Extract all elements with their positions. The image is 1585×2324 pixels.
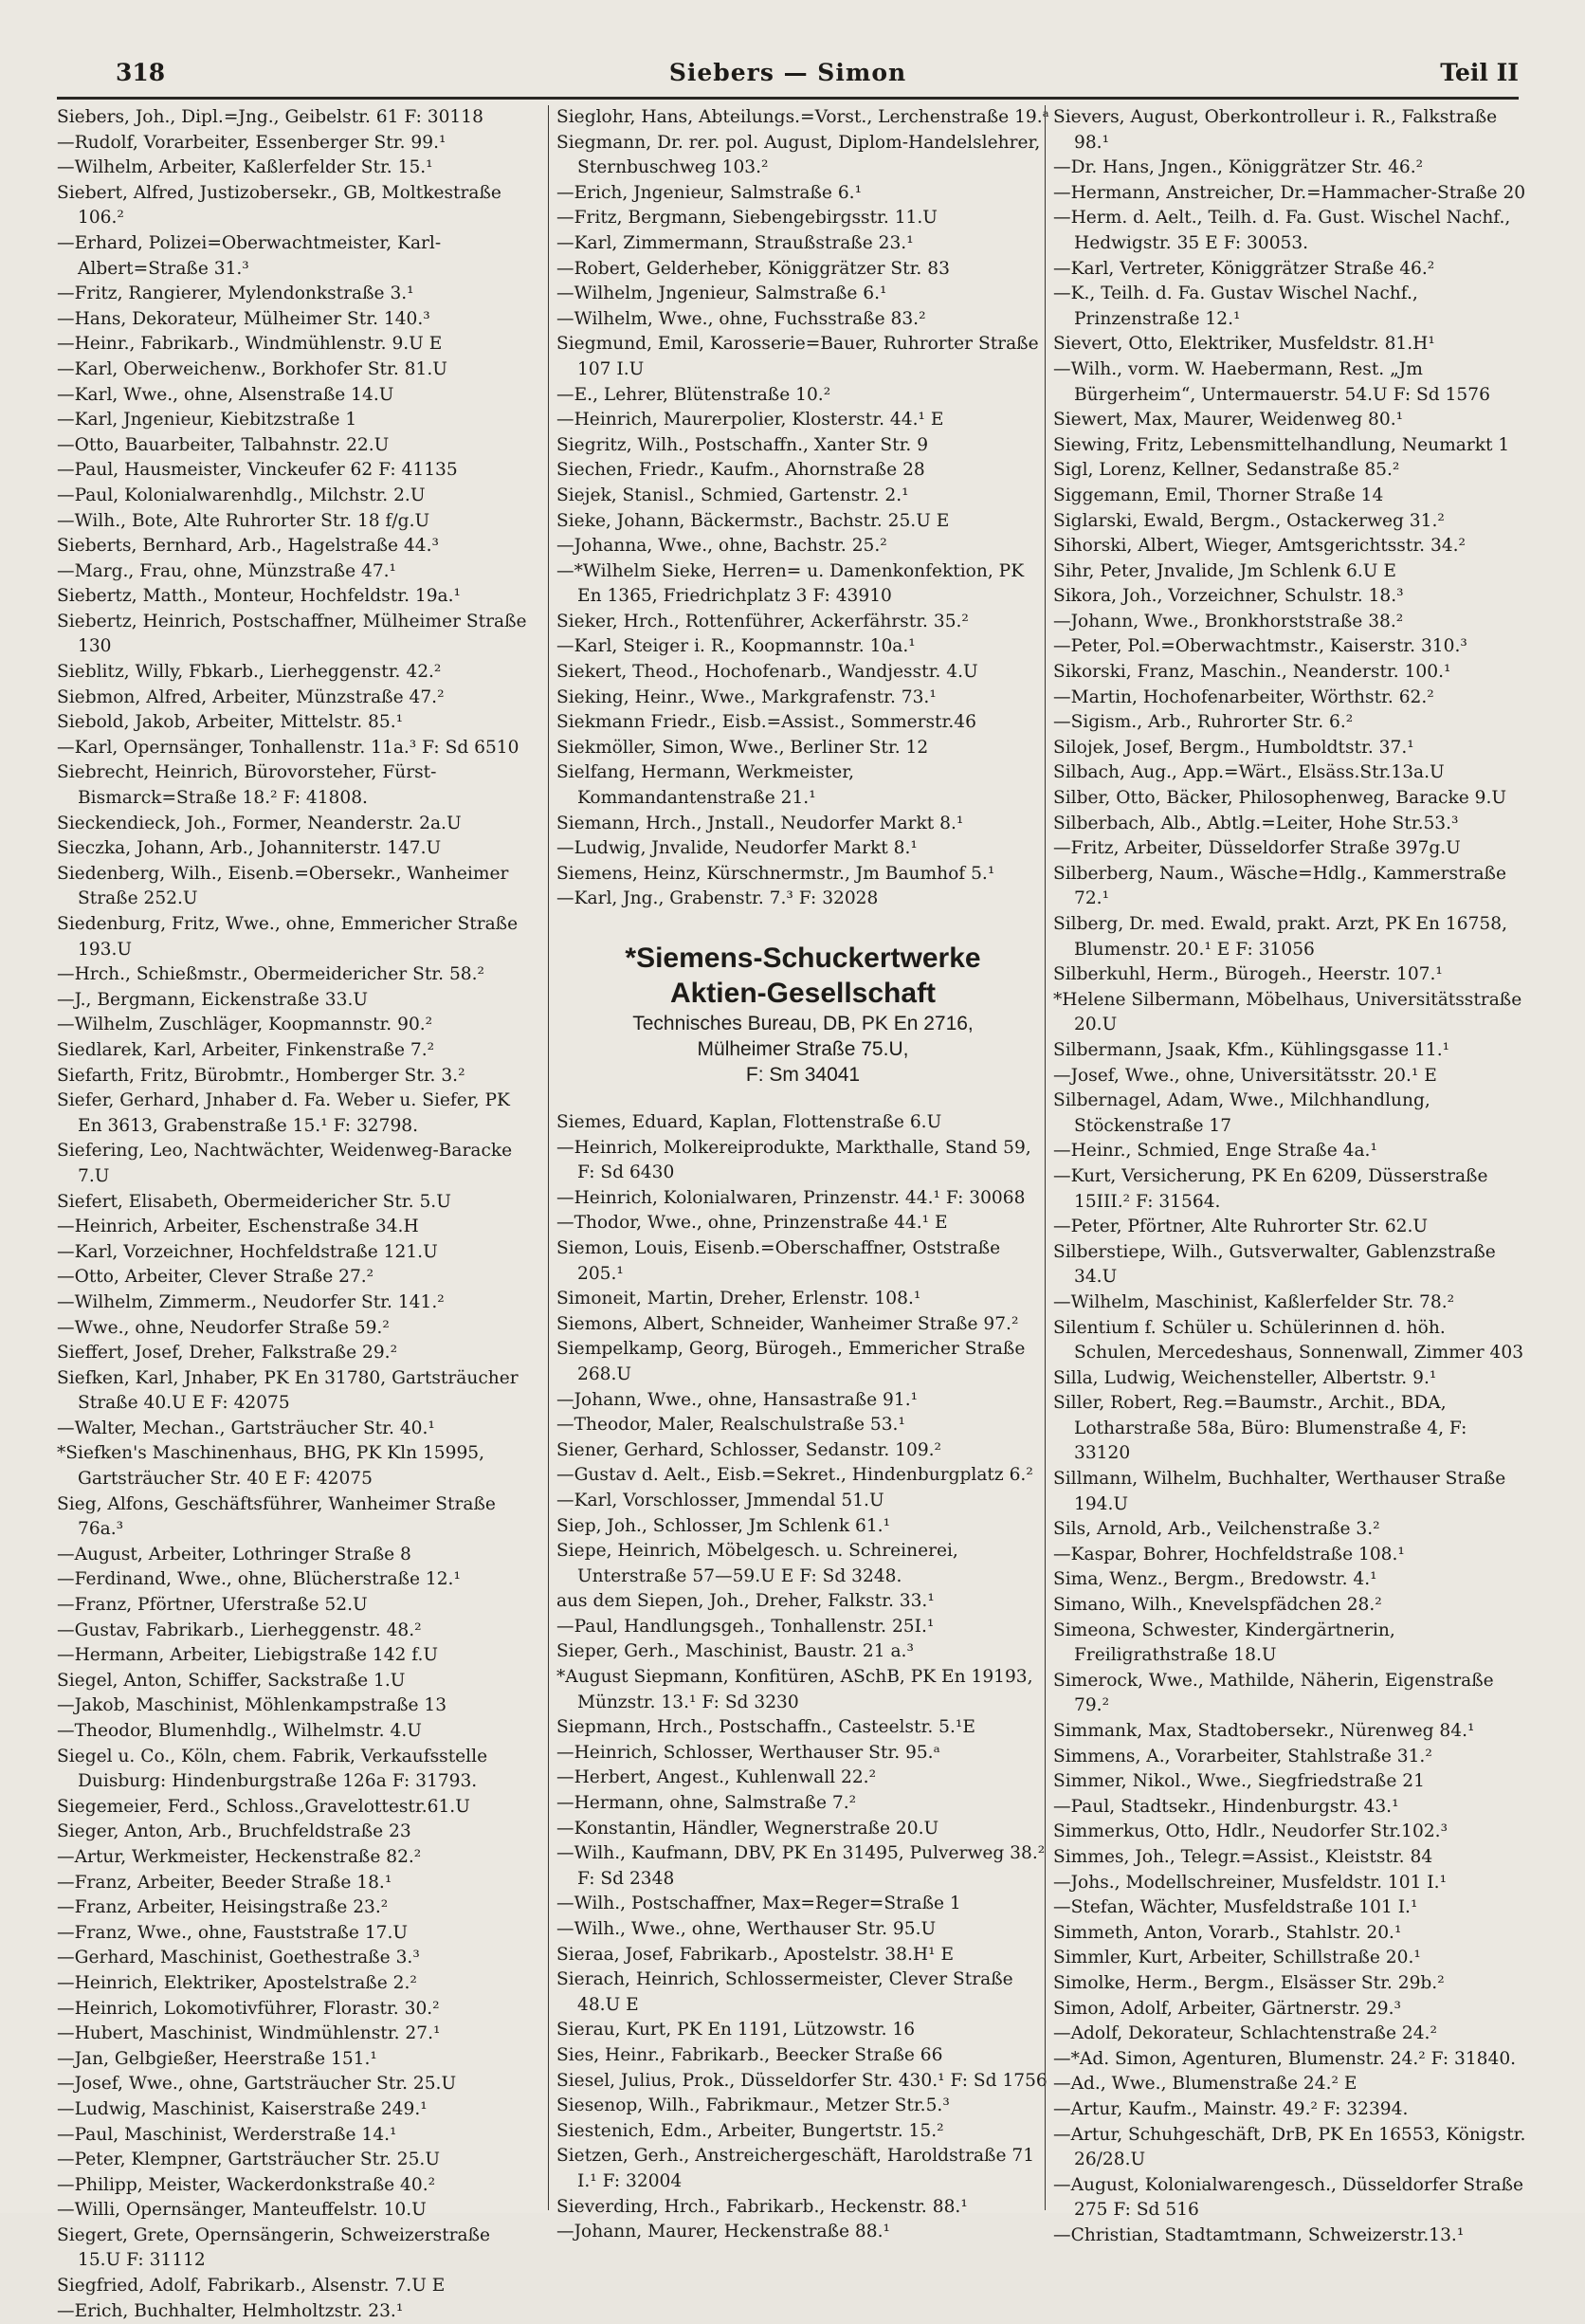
directory-entry: —Dr. Hans, Jngen., Königgrätzer Str. 46.² (1053, 157, 1424, 178)
directory-entry: Sieblitz, Willy, Fbkarb., Lierheggenstr. 42.² (57, 662, 442, 683)
directory-entry: Siegritz, Wilh., Postschaffn., Xanter Str. 9 (556, 434, 929, 455)
directory-entry: Sils, Arnold, Arb., Veilchenstraße 3.² (1053, 1519, 1380, 1540)
directory-entry: —Artur, Werkmeister, Heckenstraße 82.² (57, 1846, 422, 1867)
directory-entry: —Karl, Vorschlosser, Jmmendal 51.U (556, 1490, 884, 1510)
directory-entry: Siemons, Albert, Schneider, Wanheimer Straße 97.² (556, 1313, 1019, 1334)
directory-entry: —*Ad. Simon, Agenturen, Blumenstr. 24.² F: 31840. (1053, 2048, 1517, 2069)
directory-entry: Siepmann, Hrch., Postschaffn., Casteelstr. 5.¹E (556, 1717, 975, 1738)
directory-entry: Siepe, Heinrich, Möbelgesch. u. Schreinerei, Unterstraße 57—59.U E F: Sd 3248. (556, 1541, 958, 1586)
directory-entry: Simano, Wilh., Knevelspfädchen 28.² (1053, 1595, 1382, 1616)
directory-entry: —Hans, Dekorateur, Mülheimer Str. 140.³ (57, 308, 430, 329)
directory-entry: —Karl, Jng., Grabenstr. 7.³ F: 32028 (556, 888, 879, 909)
directory-entry: Sies, Heinr., Fabrikarb., Beecker Straße 66 (556, 2044, 943, 2065)
directory-entry: Siemon, Louis, Eisenb.=Oberschaffner, Oststraße 205.¹ (556, 1237, 1001, 1284)
directory-entry: —Erich, Jngenieur, Salmstraße 6.¹ (556, 182, 863, 203)
column-2 (548, 105, 1049, 2242)
directory-entry: —Josef, Wwe., ohne, Universitätsstr. 20.¹ E (1053, 1065, 1437, 1086)
directory-entry: Sievert, Otto, Elektriker, Musfeldstr. 81.H¹ (1053, 334, 1435, 355)
directory-entry: —Sigism., Arb., Ruhrorter Str. 6.² (1053, 712, 1354, 733)
ad-company-type: Aktien-Gesellschaft (669, 978, 937, 1009)
siemens-advertisement (556, 941, 1049, 1088)
directory-entry: —Otto, Arbeiter, Clever Straße 27.² (57, 1267, 374, 1288)
directory-entry: —Heinrich, Kolonialwaren, Prinzenstr. 44.¹ F: 30068 (556, 1187, 1026, 1208)
directory-entry: —Karl, Vertreter, Königgrätzer Straße 46.² (1053, 258, 1435, 279)
directory-entry: Sikora, Joh., Vorzeichner, Schulstr. 18.³ (1053, 586, 1404, 607)
directory-entry: Sieger, Anton, Arb., Bruchfeldstraße 23 (57, 1821, 411, 1842)
directory-entry: Siemens, Heinz, Kürschnermstr., Jm Baumhof 5.¹ (556, 863, 995, 884)
directory-entry: Sieffert, Josef, Dreher, Falkstraße 29.² (57, 1343, 398, 1363)
directory-entry: —J., Bergmann, Eickenstraße 33.U (57, 989, 369, 1010)
directory-entry: —Johs., Modellschreiner, Musfeldstr. 101 I.¹ (1053, 1872, 1448, 1893)
directory-entry: Sieberts, Bernhard, Arb., Hagelstraße 44.³ (57, 536, 439, 557)
directory-entry: —Artur, Schuhgeschäft, DrB, PK En 16553, Königstr. 26/28.U (1053, 2124, 1526, 2170)
directory-entry: Siefarth, Fritz, Bürobmtr., Homberger Str. 3.² (57, 1065, 465, 1086)
directory-entry: —Adolf, Dekorateur, Schlachtenstraße 24.² (1053, 2023, 1437, 2044)
directory-entry: —Marg., Frau, ohne, Münzstraße 47.¹ (57, 560, 397, 581)
directory-entry: Siesel, Julius, Prok., Düsseldorfer Str. 430.¹ F: Sd 1756 (556, 2070, 1048, 2091)
directory-entry: —Fritz, Arbeiter, Düsseldorfer Straße 397g.U (1053, 838, 1461, 859)
directory-entry: —Paul, Hausmeister, Vinckeufer 62 F: 41135 (57, 460, 458, 481)
directory-entry: Sihorski, Albert, Wieger, Amtsgerichtsstr. 34.² (1053, 536, 1467, 557)
directory-entry: Sierach, Heinrich, Schlossermeister, Clever Straße 48.U E (556, 1969, 1013, 2015)
directory-entry: —Wilhelm, Wwe., ohne, Fuchsstraße 83.² (556, 308, 926, 329)
directory-entry: —Heinrich, Schlosser, Werthauser Str. 95.ᵃ (556, 1742, 940, 1763)
directory-entry: —Erhard, Polizei=Oberwachtmeister, Karl-Albert=Straße 31.³ (57, 232, 442, 279)
column-1 (57, 105, 536, 2321)
page-number: 318 (116, 59, 166, 86)
directory-entry: —Wilh., vorm. W. Haebermann, Rest. „Jm Bürgerheim“, Untermauerstr. 54.U F: Sd 1576 (1053, 358, 1490, 405)
directory-entry: —Peter, Pförtner, Alte Ruhrorter Str. 62.U (1053, 1217, 1429, 1237)
directory-entry: —Theodor, Blumenhdlg., Wilhelmstr. 4.U (57, 1721, 422, 1741)
directory-entry: —Wilh., Kaufmann, DBV, PK En 31495, Pulverweg 38.² F: Sd 2348 (556, 1843, 1046, 1889)
directory-entry: —Johanna, Wwe., ohne, Bachstr. 25.² (556, 536, 887, 557)
directory-entry: Siekert, Theod., Hochofenarb., Wandjesstr. 4.U (556, 662, 978, 683)
directory-entry: Siggemann, Emil, Thorner Straße 14 (1053, 485, 1384, 505)
directory-entry: —Ferdinand, Wwe., ohne, Blücherstraße 12.¹ (57, 1569, 461, 1590)
directory-entry: Simmler, Kurt, Arbeiter, Schillstraße 20.¹ (1053, 1948, 1421, 1968)
directory-entry: Siekmöller, Simon, Wwe., Berliner Str. 12 (556, 737, 929, 758)
directory-entry: Sieverding, Hrch., Fabrikarb., Heckenstr. 88.¹ (556, 2196, 968, 2217)
directory-entry: Siestenich, Edm., Arbeiter, Bungertstr. 15.² (556, 2120, 944, 2141)
directory-entry: Sieczka, Johann, Arb., Johanniterstr. 147.U (57, 838, 442, 859)
directory-entry: Sieraa, Josef, Fabrikarb., Apostelstr. 38.H¹ E (556, 1944, 955, 1965)
directory-entry: —Jakob, Maschinist, Möhlenkampstraße 13 (57, 1695, 447, 1716)
directory-entry: —Christian, Stadtamtmann, Schweizerstr.13.¹ (1053, 2224, 1465, 2245)
directory-entry: —Ludwig, Maschinist, Kaiserstraße 249.¹ (57, 2098, 428, 2119)
directory-entry: —Karl, Zimmermann, Straußstraße 23.¹ (556, 232, 914, 253)
directory-entry: —August, Arbeiter, Lothringer Straße 8 (57, 1544, 411, 1565)
directory-entry: Siep, Joh., Schlosser, Jm Schlenk 61.¹ (556, 1515, 891, 1536)
directory-entry: —Peter, Klempner, Gartsträucher Str. 25.U (57, 2150, 441, 2170)
part-label: Teil II (1440, 59, 1519, 86)
directory-entry: —Otto, Bauarbeiter, Talbahnstr. 22.U (57, 434, 390, 455)
directory-entry: Silbernagel, Adam, Wwe., Milchhandlung, Stöckenstraße 17 (1053, 1090, 1430, 1136)
directory-entry: —Walter, Mechan., Gartsträucher Str. 40.¹ (57, 1418, 435, 1438)
directory-entry: Siglarski, Ewald, Bergm., Ostackerweg 31.² (1053, 510, 1445, 531)
directory-entry: Simmerkus, Otto, Hdlr., Neudorfer Str.102.³ (1053, 1821, 1448, 1842)
directory-entry: Siedenberg, Wilh., Eisenb.=Obersekr., Wanheimer Straße 252.U (57, 863, 509, 909)
directory-entry: Silojek, Josef, Bergm., Humboldtstr. 37.¹ (1053, 737, 1414, 758)
directory-entry: Simmeth, Anton, Vorarb., Stahlstr. 20.¹ (1053, 1922, 1402, 1943)
directory-entry: —Paul, Maschinist, Werderstraße 14.¹ (57, 2124, 397, 2145)
directory-entry: —Wilhelm, Maschinist, Kaßlerfelder Str. 78.² (1053, 1291, 1455, 1312)
directory-entry: —Heinrich, Lokomotivführer, Florastr. 30.² (57, 1998, 440, 2019)
page-title: Siebers — Simon (668, 59, 907, 86)
directory-entry: Siewing, Fritz, Lebensmittelhandlung, Neumarkt 1 (1053, 434, 1510, 455)
directory-entry: Sierau, Kurt, PK En 1191, Lützowstr. 16 (556, 2020, 916, 2040)
directory-entry: Sieckendieck, Joh., Former, Neanderstr. 2a.U (57, 813, 462, 833)
directory-entry: —Heinrich, Elektriker, Apostelstraße 2.² (57, 1972, 417, 1993)
directory-entry: —Erich, Buchhalter, Helmholtzstr. 23.¹ (57, 2300, 404, 2321)
directory-entry: Siegemeier, Ferd., Schloss.,Gravelottestr.61.U (57, 1796, 470, 1817)
directory-entry: —Gerhard, Maschinist, Goethestraße 3.³ (57, 1948, 420, 1968)
ad-address-line: Mülheimer Straße 75.U, (697, 1038, 909, 1060)
directory-entry: —Karl, Opernsänger, Tonhallenstr. 11a.³ F: Sd 6510 (57, 737, 519, 758)
directory-entry: Siebers, Joh., Dipl.=Jng., Geibelstr. 61 F: 30118 (57, 107, 483, 127)
directory-entry: —Franz, Arbeiter, Heisingstraße 23.² (57, 1897, 389, 1918)
directory-entry: —Fritz, Bergmann, Siebengebirgsstr. 11.U (556, 208, 938, 229)
directory-entry: Sielfang, Hermann, Werkmeister, Kommandantenstraße 21.¹ (556, 762, 855, 809)
directory-entry: Silber, Otto, Bäcker, Philosophenweg, Baracke 9.U (1053, 788, 1507, 809)
directory-entry: —Stefan, Wächter, Musfeldstraße 101 I.¹ (1053, 1897, 1418, 1918)
directory-entry: —Peter, Pol.=Oberwachtmstr., Kaiserstr. 310.³ (1053, 636, 1467, 657)
directory-entry: —Paul, Kolonialwarenhdlg., Milchstr. 2.U (57, 485, 426, 505)
directory-entry: Simolke, Herm., Bergm., Elsässer Str. 29b.² (1053, 1972, 1445, 1993)
directory-entry: Siemes, Eduard, Kaplan, Flottenstraße 6.U (556, 1112, 942, 1132)
directory-entry: —Gustav d. Aelt., Eisb.=Sekret., Hindenburgplatz 6.² (556, 1465, 1033, 1486)
directory-entry: —Karl, Wwe., ohne, Alsenstraße 14.U (57, 384, 394, 405)
directory-entry: —August, Kolonialwarengesch., Düsseldorfer Straße 275 F: Sd 516 (1053, 2174, 1524, 2221)
directory-entry: —Jan, Gelbgießer, Heerstraße 151.¹ (57, 2048, 377, 2069)
directory-entry: —Wilhelm, Arbeiter, Kaßlerfelder Str. 15.¹ (57, 157, 433, 178)
directory-entry: Simerock, Wwe., Mathilde, Näherin, Eigenstraße 79.² (1053, 1670, 1494, 1716)
directory-entry: —Theodor, Maler, Realschulstraße 53.¹ (556, 1415, 905, 1436)
directory-entry: —Wilh., Bote, Alte Ruhrorter Str. 18 f/g.U (57, 510, 430, 531)
directory-entry: Silla, Ludwig, Weichensteller, Albertstr. 9.¹ (1053, 1367, 1437, 1388)
directory-entry: *Siefken's Maschinenhaus, BHG, PK Kln 15995, Gartsträucher Str. 40 E F: 42075 (57, 1443, 485, 1490)
directory-entry: —Karl, Steiger i. R., Koopmannstr. 10a.¹ (556, 636, 916, 657)
directory-entry: Simon, Adolf, Arbeiter, Gärtnerstr. 29.³ (1053, 1998, 1401, 2019)
directory-entry: Silbach, Aug., App.=Wärt., Elsäss.Str.13a.U (1053, 762, 1445, 783)
directory-entry: —Johann, Wwe., Bronkhorststraße 38.² (1053, 611, 1404, 631)
directory-entry: *August Siepmann, Konfitüren, ASchB, PK En 19193, Münzstr. 13.¹ F: Sd 3230 (556, 1667, 1033, 1712)
directory-entry: Siedlarek, Karl, Arbeiter, Finkenstraße 7.² (57, 1039, 435, 1060)
directory-entry: Siekmann Friedr., Eisb.=Assist., Sommerstr.46 (556, 712, 976, 733)
directory-entry: —Willi, Opernsänger, Manteuffelstr. 10.U (57, 2200, 427, 2221)
directory-entry: —Josef, Wwe., ohne, Gartsträucher Str. 25.U (57, 2074, 457, 2095)
directory-entry: —Paul, Handlungsgeh., Tonhallenstr. 25I.¹ (556, 1616, 935, 1637)
directory-entry: Siefering, Leo, Nachtwächter, Weidenweg-Baracke 7.U (57, 1141, 513, 1186)
directory-entry: Silberkuhl, Herm., Bürogeh., Heerstr. 107.¹ (1053, 964, 1443, 985)
directory-entry: Siedenburg, Fritz, Wwe., ohne, Emmericher Straße 193.U (57, 914, 519, 960)
directory-entry: —Wwe., ohne, Neudorfer Straße 59.² (57, 1317, 390, 1338)
directory-entry: —Heinrich, Molkereiprodukte, Markthalle, Stand 59, F: Sd 6430 (556, 1137, 1031, 1183)
directory-entry: Sieglohr, Hans, Abteilungs.=Vorst., Lerchenstraße 19.ᵃ (556, 107, 1049, 127)
ad-company-name: *Siemens-Schuckertwerke (625, 942, 981, 974)
directory-entry: —Hermann, Arbeiter, Liebigstraße 142 f.U (57, 1645, 439, 1666)
directory-entry: —Robert, Gelderheber, Königgrätzer Str. 83 (556, 258, 950, 279)
directory-entry: —Kurt, Versicherung, PK En 6209, Düsserstraße 15III.² F: 31564. (1053, 1165, 1488, 1212)
directory-entry: Sieker, Hrch., Rottenführer, Ackerfährstr. 35.² (556, 611, 969, 631)
directory-entry: Sieper, Gerh., Maschinist, Baustr. 21 a.³ (556, 1641, 914, 1662)
directory-entry: —Ad., Wwe., Blumenstraße 24.² E (1053, 2074, 1357, 2095)
columns (57, 105, 1526, 2321)
directory-entry: Sieke, Johann, Bäckermstr., Bachstr. 25.U E (556, 510, 950, 531)
column-3 (1045, 105, 1527, 2245)
directory-entry: —Herbert, Angest., Kuhlenwall 22.² (556, 1767, 877, 1788)
directory-entry: Silbermann, Jsaak, Kfm., Kühlingsgasse 11.¹ (1053, 1039, 1450, 1060)
directory-entry: Siemann, Hrch., Jnstall., Neudorfer Markt 8.¹ (556, 813, 964, 833)
directory-entry: —Heinr., Fabrikarb., Windmühlenstr. 9.U E (57, 334, 443, 355)
directory-entry: Siejek, Stanisl., Schmied, Gartenstr. 2.¹ (556, 485, 909, 505)
directory-entry: —Wilh., Wwe., ohne, Werthauser Str. 95.U (556, 1919, 937, 1939)
directory-entry: Simmes, Joh., Telegr.=Assist., Kleiststr. 84 (1053, 1846, 1433, 1867)
directory-entry: Siener, Gerhard, Schlosser, Sedanstr. 109.² (556, 1439, 942, 1460)
directory-entry: Siegfried, Adolf, Fabrikarb., Alsenstr. 7.U E (57, 2276, 446, 2297)
directory-entry: Sieking, Heinr., Wwe., Markgrafenstr. 73.¹ (556, 686, 937, 707)
directory-entry: —Ludwig, Jnvalide, Neudorfer Markt 8.¹ (556, 838, 918, 859)
directory-entry: —Konstantin, Händler, Wegnerstraße 20.U (556, 1818, 939, 1839)
directory-entry: —Franz, Arbeiter, Beeder Straße 18.¹ (57, 1872, 392, 1893)
directory-entry: —Karl, Oberweichenw., Borkhofer Str. 81.U (57, 358, 447, 379)
directory-entry: Siebrecht, Heinrich, Bürovorsteher, Fürst-Bismarck=Straße 18.² F: 41808. (57, 762, 437, 809)
directory-entry: Silentium f. Schüler u. Schülerinnen d. höh. Schulen, Mercedeshaus, Sonnenwall, Zimmer 403 (1053, 1317, 1524, 1363)
directory-entry: Siebertz, Heinrich, Postschaffner, Mülheimer Straße 130 (57, 611, 527, 657)
directory-entry: —Johann, Wwe., ohne, Hansastraße 91.¹ (556, 1389, 919, 1410)
directory-entry: Siechen, Friedr., Kaufm., Ahornstraße 28 (556, 460, 925, 481)
directory-entry: —K., Teilh. d. Fa. Gustav Wischel Nachf., Prinzenstraße 12.¹ (1053, 284, 1418, 329)
directory-entry: Simoneit, Martin, Dreher, Erlenstr. 108.¹ (556, 1289, 921, 1309)
directory-entry: —Hrch., Schießmstr., Obermeidericher Str. 58.² (57, 964, 484, 985)
directory-entry: —Wilhelm, Jngenieur, Salmstraße 6.¹ (556, 284, 887, 304)
directory-entry: —Hubert, Maschinist, Windmühlenstr. 27.¹ (57, 2023, 441, 2044)
directory-entry: Sikorski, Franz, Maschin., Neanderstr. 100.¹ (1053, 662, 1451, 683)
ad-phone-line: F: Sm 34041 (745, 1064, 861, 1086)
directory-entry: Siegmund, Emil, Karosserie=Bauer, Ruhrorter Straße 107 I.U (556, 334, 1039, 379)
directory-entry: —E., Lehrer, Blütenstraße 10.² (556, 384, 831, 405)
directory-entry: Silberberg, Naum., Wäsche=Hdlg., Kammerstraße 72.¹ (1053, 863, 1506, 909)
directory-entry: Sima, Wenz., Bergm., Bredowstr. 4.¹ (1053, 1569, 1377, 1590)
directory-entry: Siewert, Max, Maurer, Weidenweg 80.¹ (1053, 410, 1404, 430)
directory-entry: Siebmon, Alfred, Arbeiter, Münzstraße 47.² (57, 686, 445, 707)
directory-entry: —Fritz, Rangierer, Mylendonkstraße 3.¹ (57, 284, 414, 304)
directory-entry: —Artur, Kaufm., Mainstr. 49.² F: 32394. (1053, 2098, 1409, 2119)
directory-entry: —Heinr., Schmied, Enge Straße 4a.¹ (1053, 1141, 1377, 1162)
directory-entry: Silberbach, Alb., Abtlg.=Leiter, Hohe Str.53.³ (1053, 813, 1459, 833)
directory-entry: Siegel u. Co., Köln, chem. Fabrik, Verkaufsstelle Duisburg: Hindenburgstraße 126a F: 31793. (57, 1746, 488, 1792)
directory-entry: —Wilhelm, Zuschläger, Koopmannstr. 90.² (57, 1015, 433, 1035)
directory-entry: Simmer, Nikol., Wwe., Siegfriedstraße 21 (1053, 1771, 1425, 1792)
directory-entry: Sievers, August, Oberkontrolleur i. R., Falkstraße 98.¹ (1053, 107, 1498, 153)
directory-entry: —Herm. d. Aelt., Teilh. d. Fa. Gust. Wischel Nachf., Hedwigstr. 35 E F: 30053. (1053, 208, 1511, 253)
directory-entry: Siempelkamp, Georg, Bürogeh., Emmericher Straße 268.U (556, 1339, 1026, 1384)
directory-entry: Silberstiepe, Wilh., Gutsverwalter, Gablenzstraße 34.U (1053, 1241, 1496, 1288)
directory-entry: —Paul, Stadtsekr., Hindenburgstr. 43.¹ (1053, 1796, 1399, 1817)
directory-entry: Siebert, Alfred, Justizobersekr., GB, Moltkestraße 106.² (57, 182, 501, 229)
directory-entry: Siefert, Elisabeth, Obermeidericher Str. 5.U (57, 1191, 451, 1212)
directory-entry: —Franz, Pförtner, Uferstraße 52.U (57, 1595, 368, 1616)
directory-entry: *Helene Silbermann, Möbelhaus, Universitätsstraße 20.U (1053, 989, 1522, 1035)
directory-entry: —Franz, Wwe., ohne, Fauststraße 17.U (57, 1922, 409, 1943)
directory-entry: Siefken, Karl, Jnhaber, PK En 31780, Gartsträucher Straße 40.U E F: 42075 (57, 1367, 519, 1414)
directory-entry: Sillmann, Wilhelm, Buchhalter, Werthauser Straße 194.U (1053, 1469, 1506, 1514)
directory-entry: —Philipp, Meister, Wackerdonkstraße 40.² (57, 2174, 436, 2195)
directory-entry: Siebold, Jakob, Arbeiter, Mittelstr. 85.¹ (57, 712, 404, 733)
directory-entry: —Martin, Hochofenarbeiter, Wörthstr. 62.² (1053, 686, 1434, 707)
directory-entry: Simeona, Schwester, Kindergärtnerin, Freiligrathstraße 18.U (1053, 1619, 1395, 1666)
directory-entry: Siebertz, Matth., Monteur, Hochfeldstr. 19a.¹ (57, 586, 461, 607)
directory-entry: Siegel, Anton, Schiffer, Sackstraße 1.U (57, 1670, 406, 1691)
directory-entry: aus dem Siepen, Joh., Dreher, Falkstr. 33.¹ (556, 1591, 935, 1612)
directory-entry: —Johann, Maurer, Heckenstraße 88.¹ (556, 2222, 890, 2242)
directory-entry: —Wilhelm, Zimmerm., Neudorfer Str. 141.² (57, 1291, 445, 1312)
directory-entry: —*Wilhelm Sieke, Herren= u. Damenkonfektion, PK En 1365, Friedrichplatz 3 F: 43910 (556, 560, 1025, 607)
directory-entry: —Heinrich, Arbeiter, Eschenstraße 34.H (57, 1217, 419, 1237)
directory-entry: Siller, Robert, Reg.=Baumstr., Archit., BDA, Lotharstraße 58a, Büro: Blumenstraße 4, F: 33120 (1053, 1393, 1467, 1464)
directory-entry: Simmank, Max, Stadtobersekr., Nürenweg 84.¹ (1053, 1721, 1475, 1741)
directory-entry: Siefer, Gerhard, Jnhaber d. Fa. Weber u. Siefer, PK En 3613, Grabenstraße 15.¹ F: 32798. (57, 1090, 510, 1136)
directory-entry: —Thodor, Wwe., ohne, Prinzenstraße 44.¹ E (556, 1213, 948, 1234)
directory-entry: Siesenop, Wilh., Fabrikmaur., Metzer Str.5.³ (556, 2095, 950, 2116)
directory-entry: —Karl, Vorzeichner, Hochfeldstraße 121.U (57, 1241, 438, 1262)
directory-entry: Siegmann, Dr. rer. pol. August, Diplom-Handelslehrer, Sternbuschweg 103.² (556, 132, 1041, 178)
directory-entry: Silberg, Dr. med. Ewald, prakt. Arzt, PK En 16758, Blumenstr. 20.¹ E F: 31056 (1053, 914, 1507, 960)
ad-office-line: Technisches Bureau, DB, PK En 2716, (632, 1013, 974, 1034)
page-header (57, 53, 1519, 100)
directory-entry: Sihr, Peter, Jnvalide, Jm Schlenk 6.U E (1053, 560, 1396, 581)
directory-entry: —Karl, Jngenieur, Kiebitzstraße 1 (57, 410, 357, 430)
directory-entry: Simmens, A., Vorarbeiter, Stahlstraße 31.² (1053, 1746, 1432, 1766)
directory-entry: —Wilh., Postschaffner, Max=Reger=Straße 1 (556, 1894, 961, 1914)
directory-entry: —Heinrich, Maurerpolier, Klosterstr. 44.¹ E (556, 410, 944, 430)
directory-entry: —Gustav, Fabrikarb., Lierheggenstr. 48.² (57, 1619, 422, 1640)
directory-entry: —Kaspar, Bohrer, Hochfeldstraße 108.¹ (1053, 1544, 1405, 1565)
directory-entry: —Hermann, ohne, Salmstraße 7.² (556, 1793, 857, 1814)
directory-entry: —Hermann, Anstreicher, Dr.=Hammacher-Straße 20 (1053, 182, 1526, 203)
directory-entry: Siegert, Grete, Opernsängerin, Schweizerstraße 15.U F: 31112 (57, 2224, 491, 2271)
directory-entry: —Rudolf, Vorarbeiter, Essenberger Str. 99.¹ (57, 132, 446, 153)
directory-entry: Sigl, Lorenz, Kellner, Sedanstraße 85.² (1053, 460, 1400, 481)
directory-entry: Sieg, Alfons, Geschäftsführer, Wanheimer Straße 76a.³ (57, 1493, 496, 1540)
directory-entry: Sietzen, Gerh., Anstreichergeschäft, Haroldstraße 71 I.¹ F: 32004 (556, 2146, 1035, 2191)
